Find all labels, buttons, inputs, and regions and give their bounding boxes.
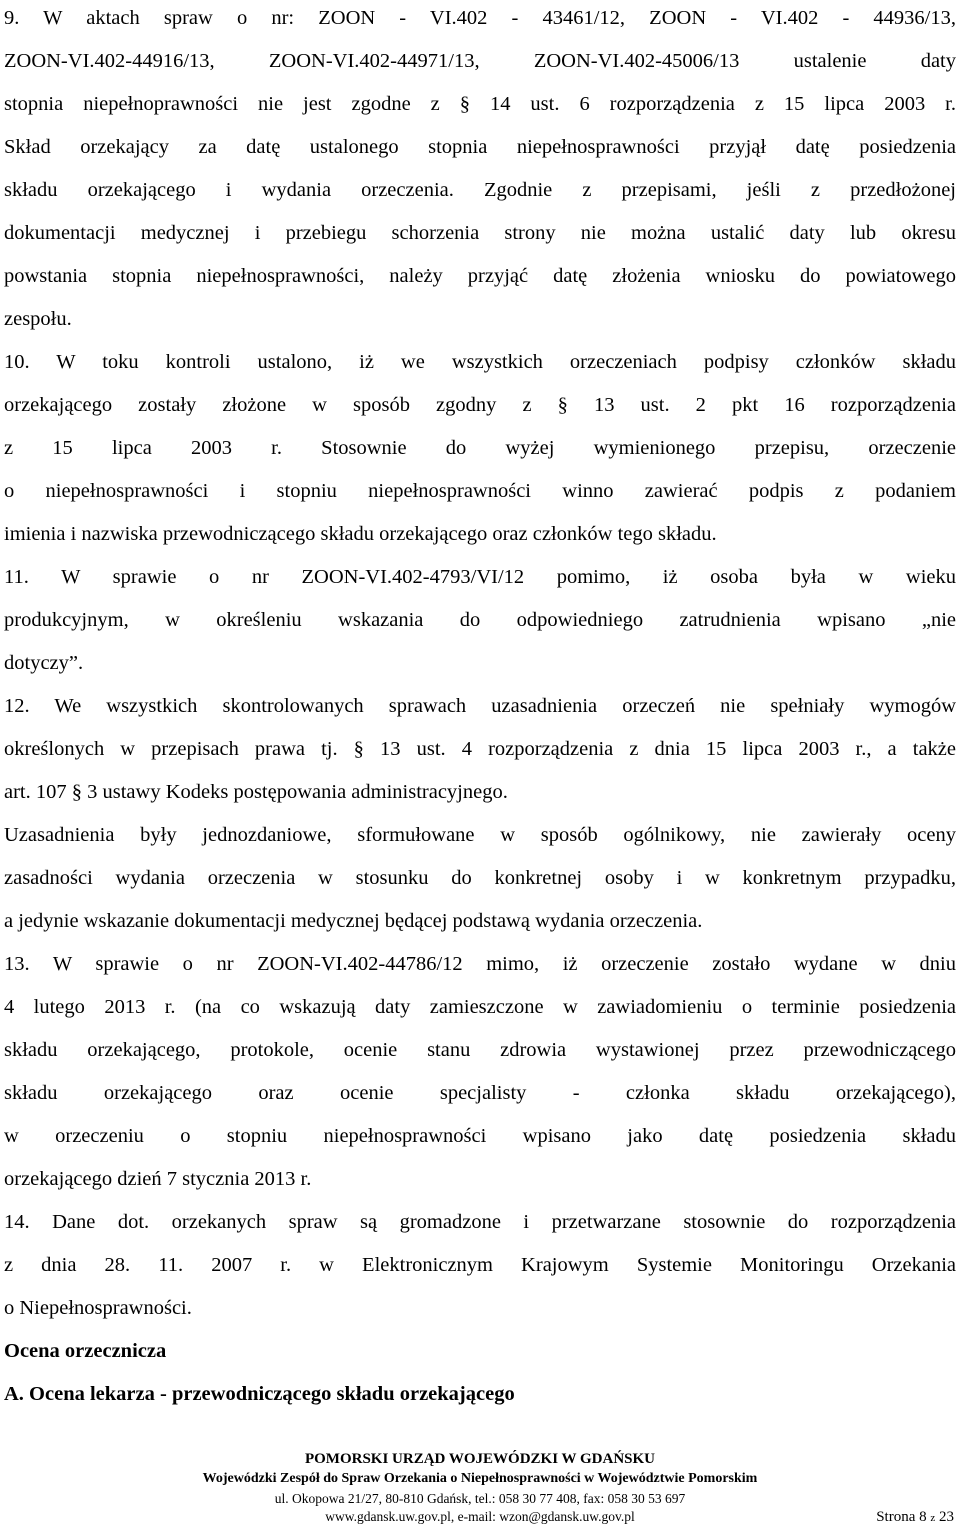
paragraph-11-line-1: 11. W sprawie o nr ZOON-VI.402-4793/VI/12 pomimo, iż osoba była w wieku (4, 566, 956, 588)
paragraph-13-line-1: 13. W sprawie o nr ZOON-VI.402-44786/12 mimo, iż orzeczenie zostało wydane w dniu (4, 953, 956, 975)
paragraph-10-line-5: imienia i nazwiska przewodniczącego składu orzekającego oraz członków tego składu. (4, 523, 717, 545)
footer-address: ul. Okopowa 21/27, 80-810 Gdańsk, tel.: 058 30 77 408, fax: 058 30 53 697 (274, 1491, 686, 1506)
paragraph-11-line-2: produkcyjnym, w określeniu wskazania do odpowiedniego zatrudnienia wpisano „nie (4, 609, 956, 631)
paragraph-9-line-3: stopnia niepełnoprawności nie jest zgodne z § 14 ust. 6 rozporządzenia z 15 lipca 2003 r. (4, 93, 956, 115)
paragraph-9-line-4: Skład orzekający za datę ustalonego stopnia niepełnosprawności przyjął datę posiedzenia (4, 136, 956, 158)
paragraph-9-line-8: zespołu. (4, 308, 72, 330)
section-heading: Ocena orzecznicza (4, 1340, 167, 1362)
paragraph-12-line-4: Uzasadnienia były jednozdaniowe, sformułowane w sposób ogólnikowy, nie zawierały oceny (4, 824, 956, 846)
page-number-of: z (930, 1512, 936, 1524)
page-number (876, 1508, 954, 1527)
paragraph-10-line-1: 10. W toku kontroli ustalono, iż we wszystkich orzeczeniach podpisy członków składu (4, 351, 956, 373)
paragraph-11-line-3: dotyczy”. (4, 652, 84, 674)
paragraph-12-line-1: 12. We wszystkich skontrolowanych sprawach uzasadnienia orzeczeń nie spełniały wymogów (4, 695, 956, 717)
paragraph-9-line-2: ZOON-VI.402-44916/13, ZOON-VI.402-44971/13, ZOON-VI.402-45006/13 ustalenie daty (4, 50, 956, 72)
paragraph-13-line-2: 4 lutego 2013 r. (na co wskazują daty zamieszczone w zawiadomieniu o terminie posiedzenia (4, 996, 956, 1018)
paragraph-12-line-5: zasadności wydania orzeczenia w stosunku do konkretnej osoby i w konkretnym przypadku, (4, 867, 956, 889)
page-number-total: 23 (939, 1509, 954, 1525)
paragraph-9-line-5: składu orzekającego i wydania orzeczenia. Zgodnie z przepisami, jeśli z przedłożonej (4, 179, 956, 201)
footer-web: www.gdansk.uw.gov.pl, e-mail: wzon@gdansk.uw.gov.pl (325, 1509, 635, 1524)
paragraph-9-line-1: 9. W aktach spraw o nr: ZOON - VI.402 - 43461/12, ZOON - VI.402 - 44936/13, (4, 7, 956, 29)
paragraph-13-line-5: w orzeczeniu o stopniu niepełnosprawności wpisano jako datę posiedzenia składu (4, 1125, 956, 1147)
paragraph-14-line-1: 14. Dane dot. orzekanych spraw są gromadzone i przetwarzane stosownie do rozporządzenia (4, 1211, 956, 1233)
footer-dept: Wojewódzki Zespół do Spraw Orzekania o Niepełnosprawności w Województwie Pomorskim (202, 1471, 758, 1486)
paragraph-12-line-2: określonych w przepisach prawa tj. § 13 ust. 4 rozporządzenia z dnia 15 lipca 2003 r., a także (4, 738, 956, 760)
paragraph-10-line-4: o niepełnosprawności i stopniu niepełnosprawności winno zawierać podpis z podaniem (4, 480, 956, 502)
paragraph-10-line-2: orzekającego zostały złożone w sposób zgodny z § 13 ust. 2 pkt 16 rozporządzenia (4, 394, 956, 416)
paragraph-13-line-6: orzekającego dzień 7 stycznia 2013 r. (4, 1168, 312, 1190)
footer-org: POMORSKI URZĄD WOJEWÓDZKI W GDAŃSKU (304, 1451, 656, 1467)
paragraph-9-line-7: powstania stopnia niepełnosprawności, należy przyjąć datę złożenia wniosku do powiatowego (4, 265, 956, 287)
paragraph-14-line-3: o Niepełnosprawności. (4, 1297, 192, 1319)
paragraph-13-line-3: składu orzekającego, protokole, ocenie stanu zdrowia wystawionej przez przewodniczącego (4, 1039, 956, 1061)
paragraph-9-line-6: dokumentacji medycznej i przebiegu schorzenia strony nie można ustalić daty lub okresu (4, 222, 956, 244)
page-number-label: Strona 8 (876, 1509, 927, 1525)
paragraph-10-line-3: z 15 lipca 2003 r. Stosownie do wyżej wymienionego przepisu, orzeczenie (4, 437, 956, 459)
subsection-heading: A. Ocena lekarza - przewodniczącego składu orzekającego (4, 1383, 515, 1405)
paragraph-12-line-3: art. 107 § 3 ustawy Kodeks postępowania administracyjnego. (4, 781, 508, 803)
paragraph-13-line-4: składu orzekającego oraz ocenie specjalisty - członka składu orzekającego), (4, 1082, 956, 1104)
paragraph-14-line-2: z dnia 28. 11. 2007 r. w Elektronicznym Krajowym Systemie Monitoringu Orzekania (4, 1254, 956, 1276)
paragraph-12-line-6: a jedynie wskazanie dokumentacji medycznej będącej podstawą wydania orzeczenia. (4, 910, 703, 932)
